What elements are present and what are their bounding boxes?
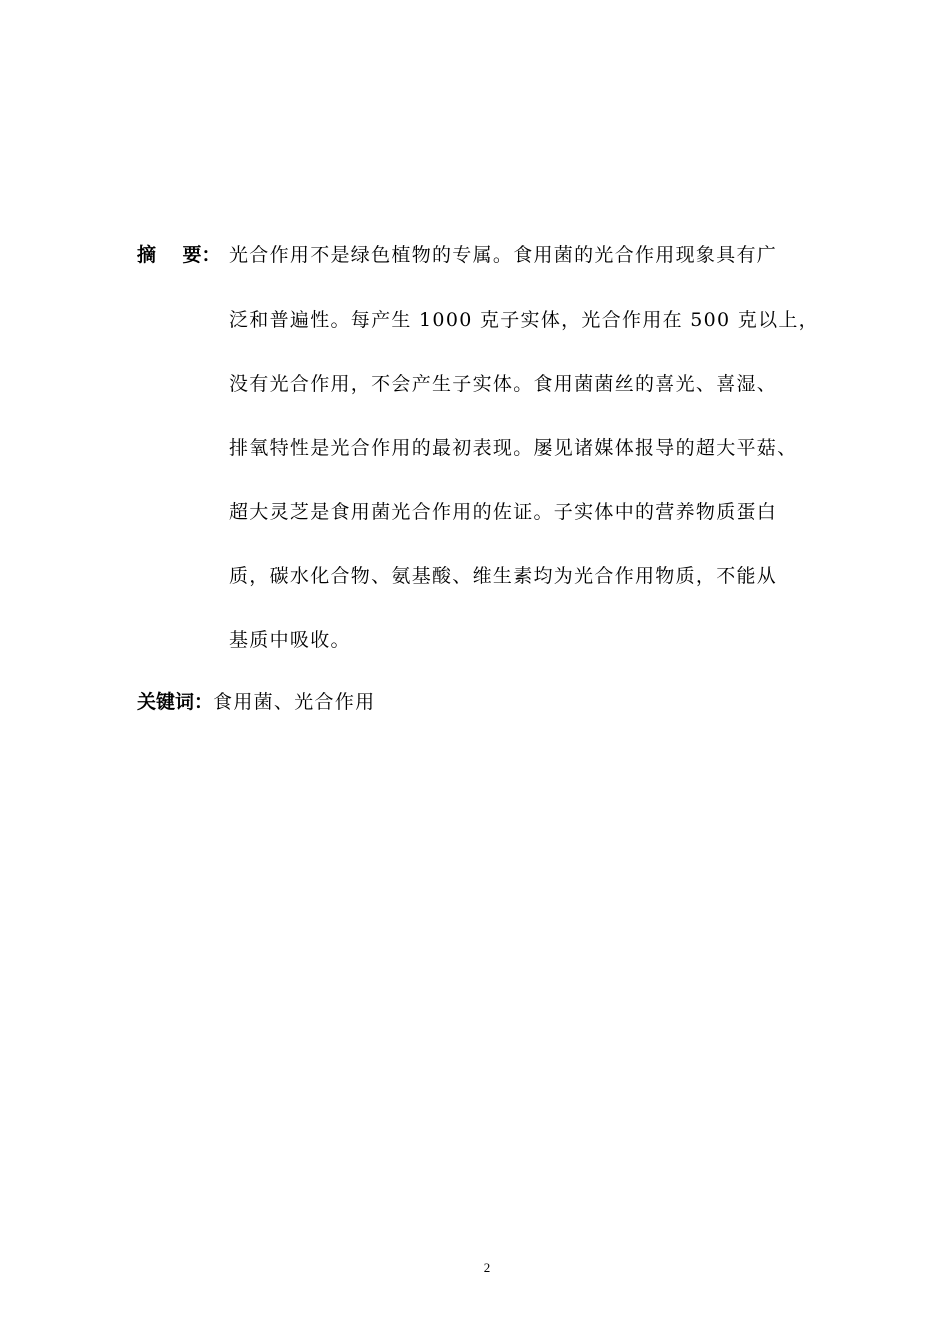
keywords-value: 食用菌、光合作用 — [213, 691, 376, 713]
keywords — [137, 683, 375, 721]
abstract-line: 基质中吸收。 — [229, 629, 351, 651]
abstract-line: 质，碳水化合物、氨基酸、维生素均为光合作用物质，不能从 — [229, 565, 778, 587]
page-number: 2 — [483, 1260, 491, 1275]
abstract-label: 摘 要： — [137, 244, 221, 266]
abstract-line: 泛和普遍性。每产生 1000 克子实体，光合作用在 500 克以上， — [229, 309, 819, 331]
abstract-line: 光合作用不是绿色植物的专属。食用菌的光合作用现象具有广 — [229, 244, 778, 266]
abstract-line: 排氧特性是光合作用的最初表现。屡见诸媒体报导的超大平菇、 — [229, 437, 798, 459]
abstract-line: 没有光合作用，不会产生子实体。食用菌菌丝的喜光、喜湿、 — [229, 373, 778, 395]
keywords-label: 关键词： — [137, 691, 214, 713]
abstract-line: 超大灵芝是食用菌光合作用的佐证。子实体中的营养物质蛋白 — [229, 501, 778, 523]
